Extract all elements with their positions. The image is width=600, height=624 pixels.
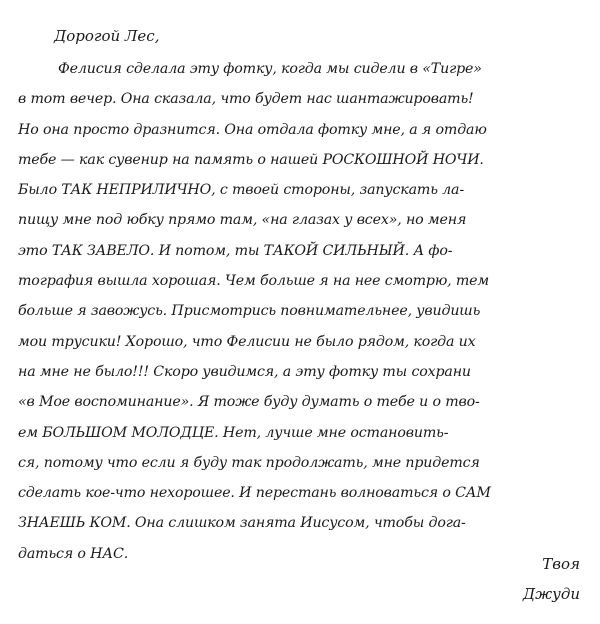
letter-line: даться о НАС. <box>18 545 129 562</box>
letter-line: Было ТАК НЕПРИЛИЧНО, с твоей стороны, запускать ла- <box>18 182 464 199</box>
letter-line: сделать кое-что нехорошее. И перестань волноваться о САМ <box>18 485 491 502</box>
letter-line: Фелисия сделала эту фотку, когда мы сидели в «Тигре» <box>58 61 482 77</box>
letter-line: тебе — как сувенир на память о нашей РОСКОШНОЙ НОЧИ. <box>18 151 484 168</box>
letter-line: Но она просто дразнится. Она отдала фотку мне, а я отдаю <box>18 121 487 138</box>
letter-line: тография вышла хорошая. Чем больше я на нее смотрю, тем <box>18 273 490 290</box>
letter-closing: Твоя <box>542 555 580 573</box>
letter-line: это ТАК ЗАВЕЛО. И потом, ты ТАКОЙ СИЛЬНЫЙ. А фо- <box>18 242 453 259</box>
letter-line: ЗНАЕШЬ КОМ. Она слишком занята Иисусом, чтобы дога- <box>18 515 466 532</box>
letter-line: «в Мое воспоминание». Я тоже буду думать о тебе и о тво- <box>18 394 480 411</box>
letter-line: ся, потому что если я буду так продолжать, мне придется <box>18 454 480 471</box>
letter-line: мои трусики! Хорошо, что Фелисии не было рядом, когда их <box>18 333 476 350</box>
letter-line: в тот вечер. Она сказала, что будет нас шантажировать! <box>18 91 474 108</box>
letter-line: на мне не было!!! Скоро увидимся, а эту фотку ты сохрани <box>18 363 471 380</box>
letter-body <box>18 54 588 569</box>
letter-signature: Джуди <box>522 585 580 603</box>
letter-line: больше я завожусь. Присмотрись повнимательнее, увидишь <box>18 303 481 320</box>
letter-line: пищу мне под юбку прямо там, «на глазах у всех», но меня <box>18 212 467 229</box>
letter-salutation: Дорогой Лес, <box>54 27 160 45</box>
letter-line: ем БОЛЬШОМ МОЛОДЦЕ. Нет, лучше мне остановить- <box>18 424 449 441</box>
